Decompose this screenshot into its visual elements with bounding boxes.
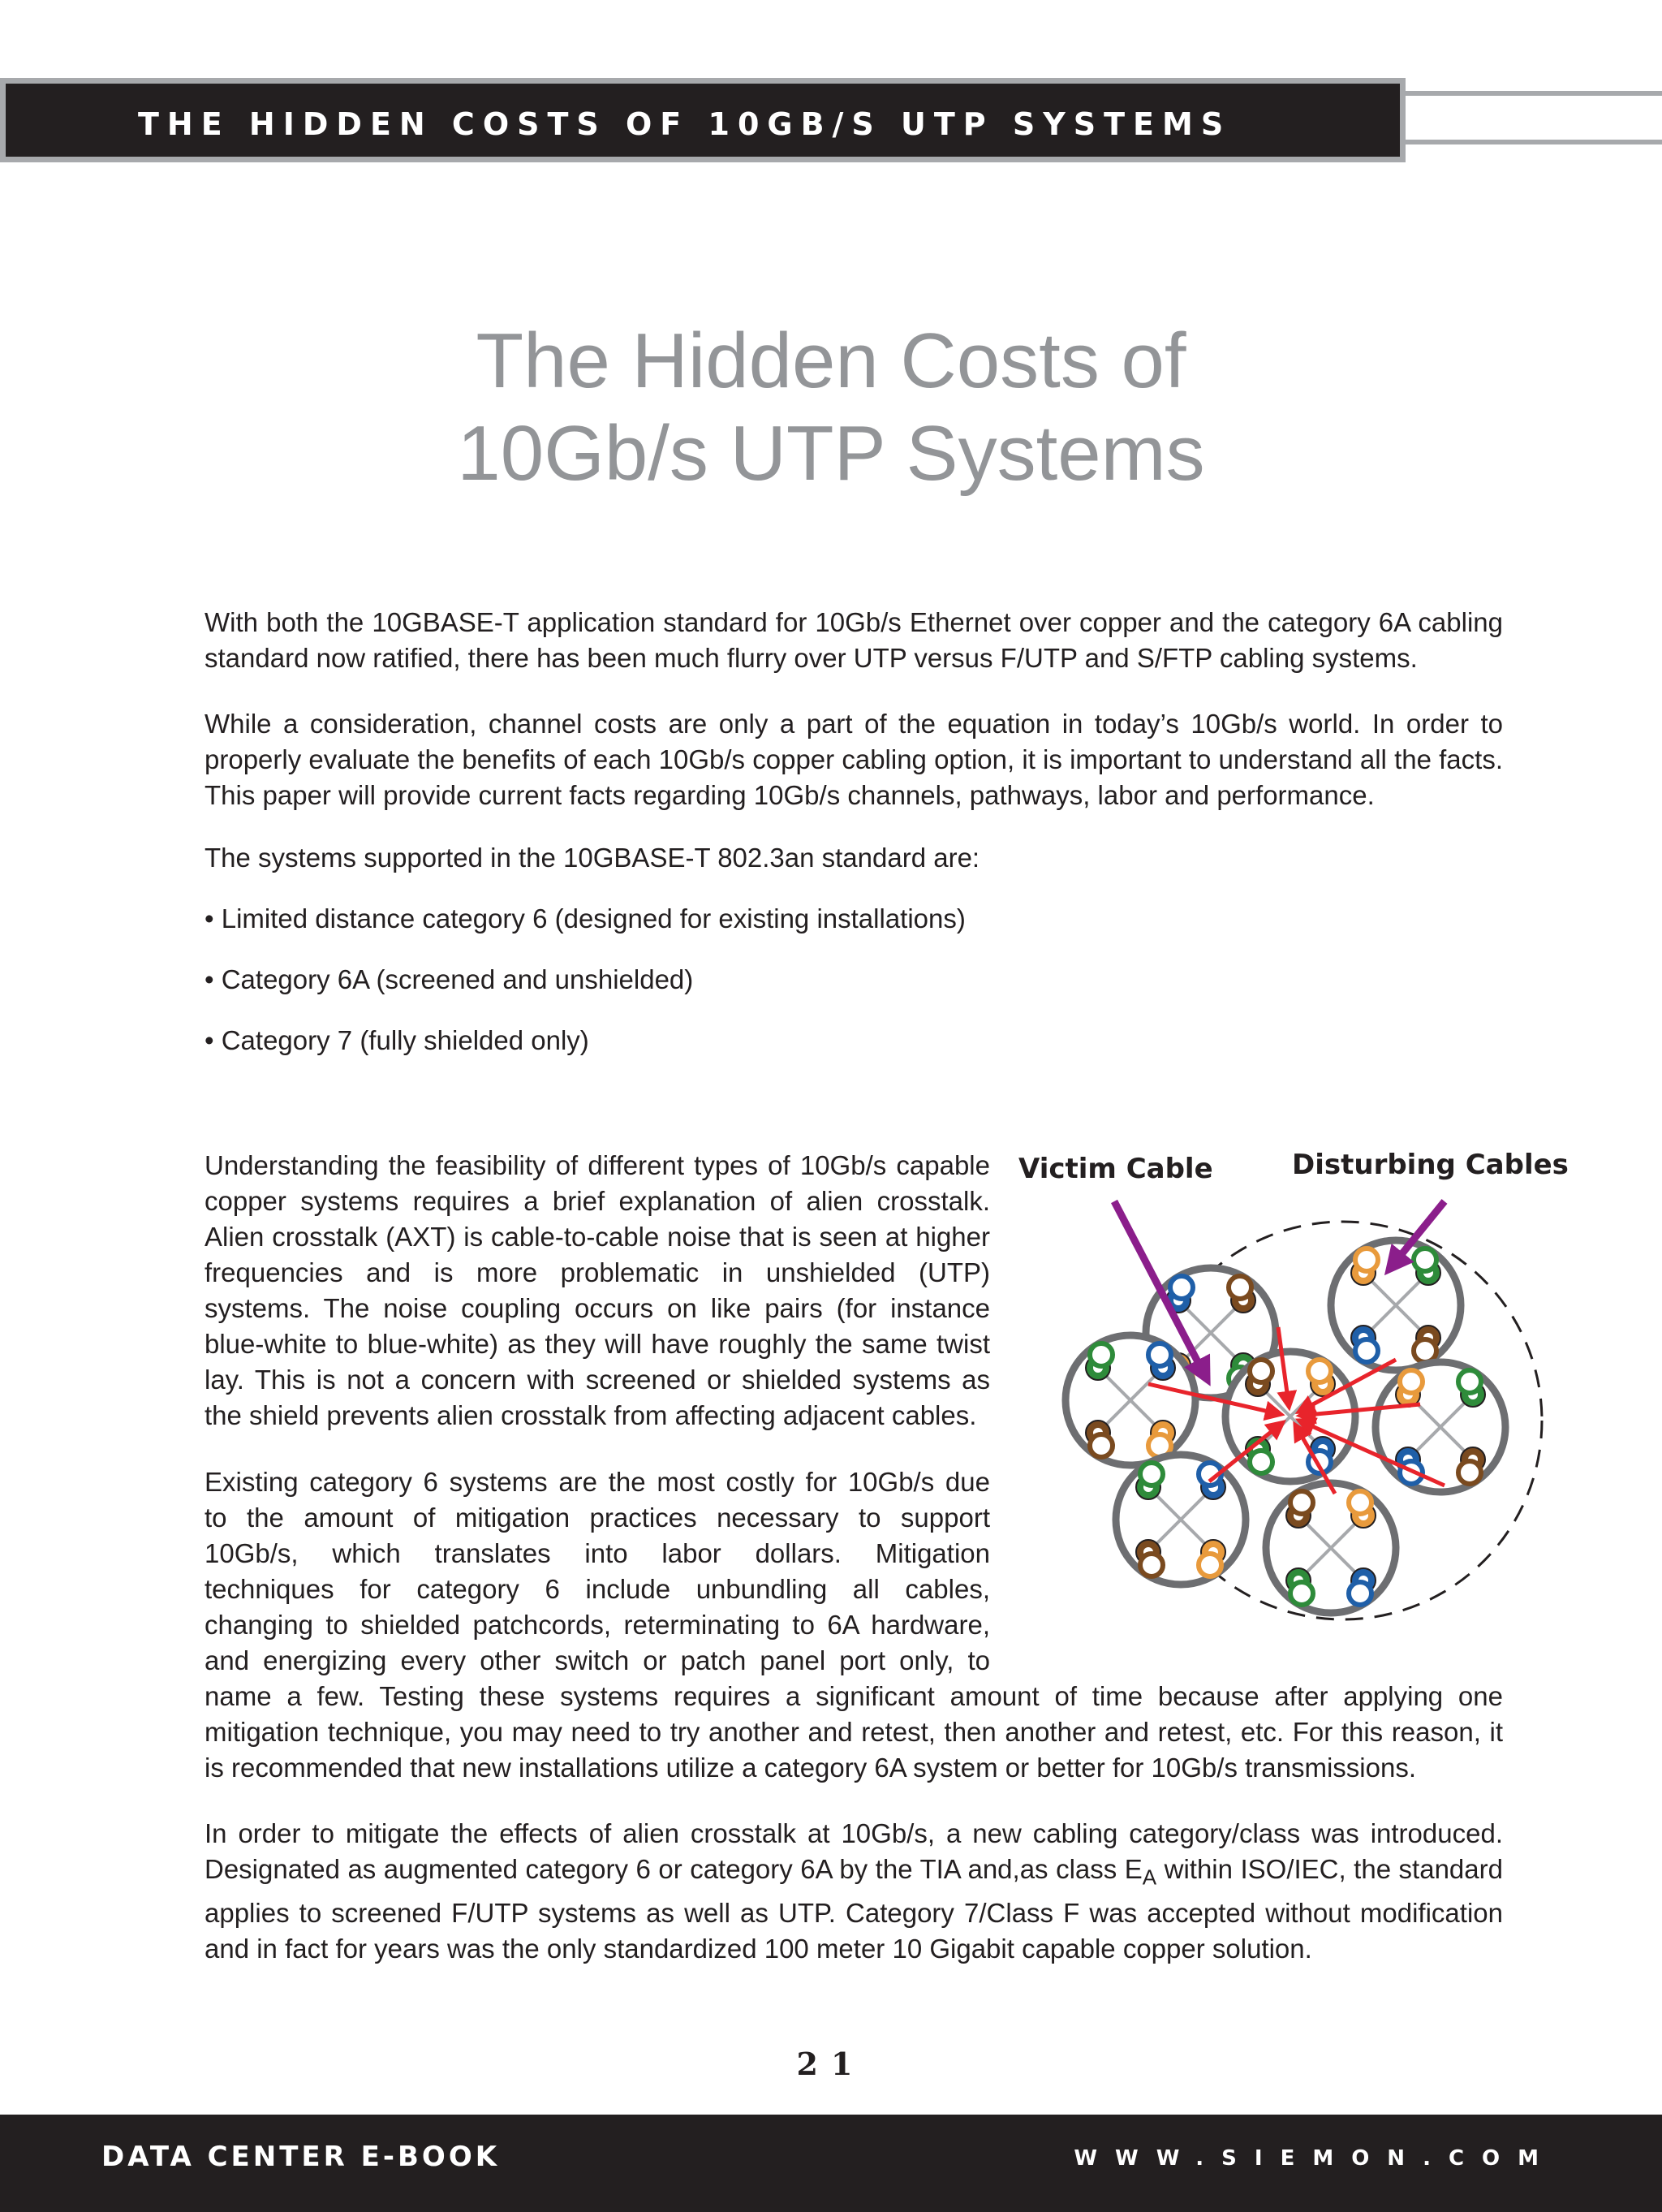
paragraph: The systems supported in the 10GBASE-T 802.3an standard are: — [205, 843, 980, 873]
header-rule — [1406, 91, 1662, 96]
disturbing-cables-label: Disturbing Cables — [1292, 1149, 1569, 1181]
paragraph: With both the 10GBASE-T application standard for 10Gb/s Ethernet over copper and the category 6A cabling standard now ratified, there has been much flurry over UTP versus F/UTP and S/FTP cabling systems. — [205, 607, 1503, 673]
paragraph — [205, 1464, 990, 1679]
paragraph-line: Existing category 6 systems are the most costly for 10Gb/s due — [205, 1467, 990, 1497]
paragraph: name a few. Testing these systems requires a significant amount of time because after applying one mitigation technique, you may need to try another and retest, then another and retest, etc. For this reason, it is recommended that new installations utilize a category 6A system or better for 10Gb/s transmissions. — [205, 1681, 1503, 1783]
footer-publication-title: DATA CENTER E-BOOK — [101, 2141, 501, 2173]
utp-cable-cross-section — [1116, 1455, 1246, 1585]
utp-cable-cross-section — [1225, 1352, 1355, 1481]
paragraph-line: and energizing every other switch or patch panel port only, to — [205, 1645, 990, 1675]
paragraph-text: In order to mitigate the effects of alien crosstalk at 10Gb/s, a new cabling category/class was introduced. Designated as augmented category 6 or category 6A by the TIA and,as class E — [205, 1818, 1503, 1884]
bullet-item: • Limited distance category 6 (designed for existing installations) — [205, 903, 966, 934]
paragraph — [205, 1816, 1503, 1967]
paragraph-line: to the amount of mitigation practices necessary to support — [205, 1503, 990, 1533]
page-title-line: The Hidden Costs of — [476, 317, 1186, 404]
page-title-line: 10Gb/s UTP Systems — [457, 410, 1205, 497]
bullet-item: • Category 6A (screened and unshielded) — [205, 964, 694, 994]
header-banner-text: THE HIDDEN COSTS OF 10GB/S UTP SYSTEMS — [138, 106, 1232, 142]
paragraph-line: changing to shielded patchcords, reterminating to 6A hardware, — [205, 1610, 990, 1640]
utp-cable-cross-section — [1066, 1335, 1195, 1465]
paragraph-line: techniques for category 6 include unbundling all cables, — [205, 1574, 990, 1604]
page-title — [0, 315, 1662, 500]
paragraph-text: within ISO/IEC, the standard applies to screened F/UTP systems as well as UTP. Category 7/Class F was accepted without modification and in fact for years was the only standardized 100 meter 10 Gigabit capable copper solution. — [205, 1854, 1503, 1964]
utp-cable-cross-section — [1376, 1362, 1505, 1492]
cable-bundle-illustration — [1006, 1145, 1558, 1632]
subscript: A — [1142, 1865, 1157, 1890]
alien-crosstalk-diagram — [1006, 1145, 1569, 1632]
utp-cable-cross-section — [1266, 1483, 1396, 1613]
footer-website: WWW.SIEMON.COM — [1074, 2146, 1557, 2171]
paragraph: While a consideration, channel costs are only a part of the equation in today’s 10Gb/s world. In order to properly evaluate the benefits of each 10Gb/s copper cabling option, it is important to understand all the facts. This paper will provide current facts regarding 10Gb/s channels, pathways, labor and performance. — [205, 709, 1503, 810]
paragraph: Understanding the feasibility of different types of 10Gb/s capable copper systems requires a brief explanation of alien crosstalk. Alien crosstalk (AXT) is cable-to-cable noise that is seen at higher frequencies and is more problematic in unshielded (UTP) systems. The noise coupling occurs on like pairs (for instance blue-white to blue-white) as they will have roughly the same twist lay. This is not a concern with screened or shielded systems as the shield prevents alien crosstalk from affecting adjacent cables. — [205, 1150, 990, 1430]
header-rule — [1406, 140, 1662, 144]
victim-cable-label: Victim Cable — [1018, 1153, 1213, 1185]
bullet-item: • Category 7 (fully shielded only) — [205, 1025, 589, 1055]
page-number: 21 — [796, 2046, 866, 2082]
paragraph-line: 10Gb/s, which translates into labor dollars. Mitigation — [205, 1538, 990, 1568]
